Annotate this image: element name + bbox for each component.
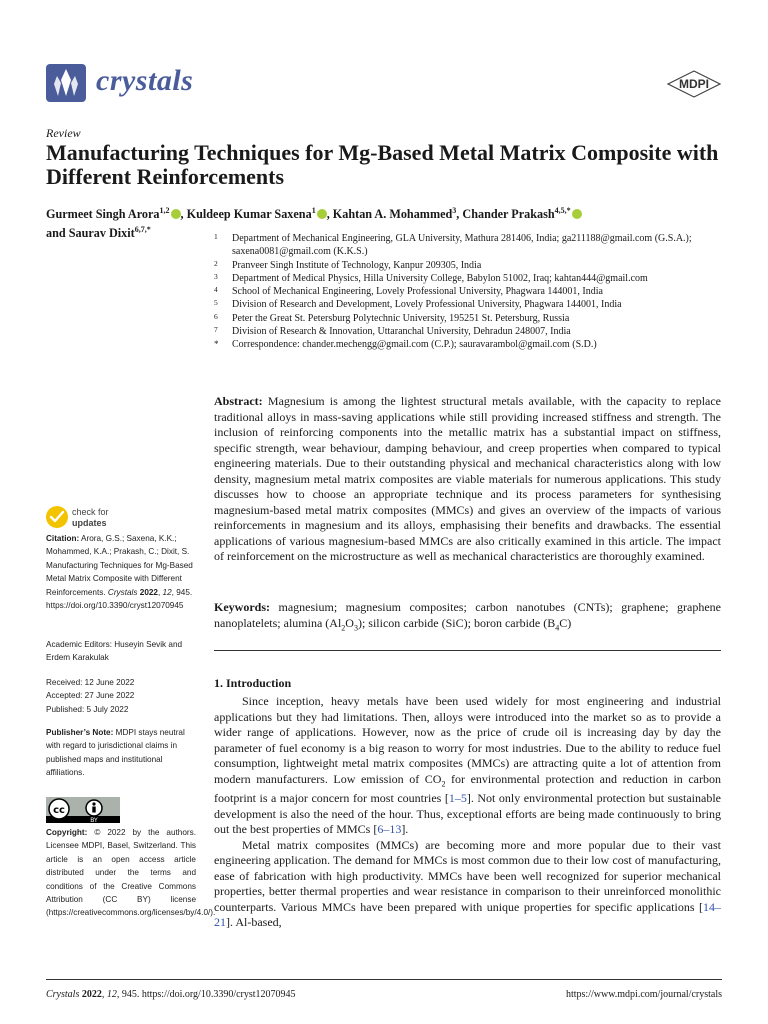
affiliation-number: 1 [214, 232, 218, 241]
orcid-icon[interactable] [572, 209, 582, 219]
citation-block: Citation: Arora, G.S.; Saxena, K.K.; Mohammed, K.A.; Prakash, C.; Dixit, S. Manufacturing Techniques for Mg-Based Metal Matrix Composite with Different Reinforcements. Crystals 2022, 12, 945. https://doi.org/10.3390/cryst12070945 [46, 534, 193, 611]
citation-link[interactable]: 14–21 [214, 899, 721, 930]
footer-volume: 12 [106, 989, 117, 1000]
journal-name: crystals [96, 64, 194, 97]
author-affiliation-marker: 1 [311, 206, 316, 215]
author-separator: and [46, 226, 69, 241]
citation-link[interactable]: 6–13 [377, 822, 402, 837]
keywords-sub: 4 [555, 622, 560, 632]
publishers-note [46, 726, 196, 780]
affiliation-number: * [214, 339, 219, 350]
affiliation-number: 5 [214, 298, 218, 308]
affiliation-text: School of Mechanical Engineering, Lovely Professional University, Phagwara 144001, India [232, 286, 603, 298]
affiliation-item [214, 325, 734, 338]
abstract-text: Magnesium is among the lightest structural metals available, with the capacity to replace traditional alloys in mass-saving applications while still providing increased stiffness and strength. The inclusion of reinforcing components into the metallic matrix has a substantial impact on stiffness, specific strength, wear behaviour, damping behaviour, and creep properties when compared to typical engineering materials. Due to their outstanding physical and mechanical characteristics along with low density, magnesium metal matrix composites are viable materials for numerous applications. This study discusses how to choose an appropriate technique and its process parameters for synthesising magnesium-based metal matrix composites (MMCs) and gives an overview of the impacts of various reinforcements in magnesium and its alloys, emphasising their benefits and drawbacks. The essential applications of various magnesium-based MMCs are also critically examined in this article. The impact of reinforcement on the microstructure as well as mechanical characteristics are thoroughly examined. [214, 394, 722, 563]
citation-year: 2022 [139, 587, 158, 597]
paragraph-text: ]. Not only environmental protection but sustainable development is also the need of the hour. Thus, exceptional efforts are being made continuously to bring out the best properties of MMCs [ [214, 791, 721, 837]
affiliation-item [214, 272, 734, 285]
affiliation-number: 4 [214, 285, 218, 295]
copyright-text: © 2022 by the authors. Licensee MDPI, Basel, Switzerland. This article is an open access article distributed under the terms and conditions of the Creative Commons Attribution (CC BY) license (https://creativecommons.org/licenses/by/4.0/). [46, 828, 216, 918]
affiliation-item [214, 312, 734, 325]
paragraph [214, 838, 721, 931]
affiliation-text: Department of Medical Physics, Hilla University College, Babylon 51002, Iraq; kahtan444@gmail.com [232, 272, 648, 284]
author-name: Gurmeet Singh Arora [46, 207, 160, 222]
affiliation-text: Correspondence: chander.mechengg@gmail.com (C.P.); sauravarambol@gmail.com (S.D.) [232, 339, 597, 351]
author-affiliation-marker: 4,5,* [554, 206, 571, 215]
footer-journal-url[interactable]: https://www.mdpi.com/journal/crystals [565, 989, 722, 1000]
footer-citation: Crystals 2022, 12, 945. https://doi.org/10.3390/cryst12070945 [46, 989, 296, 1000]
cc-by-label: BY [90, 817, 98, 823]
footer-divider [46, 979, 722, 980]
affiliation-item [214, 298, 734, 311]
author-separator: , [456, 207, 463, 222]
affiliation-item [214, 338, 734, 351]
academic-editors: Academic Editors: Huseyin Sevik and Erdem Karakulak [46, 640, 183, 663]
published-date: Published: 5 July 2022 [46, 704, 129, 714]
citation-label: Citation: [46, 534, 80, 543]
affiliation-number: 2 [214, 258, 218, 268]
check-updates-line1: check for [72, 507, 109, 517]
paragraph-sub: 2 [441, 778, 446, 788]
paragraph [214, 694, 721, 838]
footer-journal: Crystals [46, 989, 80, 1000]
article-title: Manufacturing Techniques for Mg-Based Metal Matrix Composite with Different Reinforcements [46, 140, 719, 189]
affiliation-text: Division of Research and Development, Lovely Professional University, Phagwara 144001, India [232, 299, 622, 311]
mdpi-logo-text: MDPI [679, 77, 709, 91]
affiliation-text: Division of Research & Innovation, Uttaranchal University, Dehradun 248007, India [232, 326, 571, 338]
citation-link[interactable]: 1–5 [448, 791, 467, 806]
keywords-text: O [345, 615, 354, 630]
author-name: Kuldeep Kumar Saxena [186, 207, 312, 222]
affiliation-text: Department of Mechanical Engineering, GLA University, Mathura 281406, India; ga211188@gmail.com (G.S.A.); saxena0081@gmail.com (K.K.S.) [232, 233, 692, 258]
paragraph-text: Metal matrix composites (MMCs) are becoming more and more popular due to their vast engineering application. The demand for MMCs is most common due to their low cost of manufacturing, ease of fabrication with high productivity. MMCs have been well recognized for superior mechanical properties, better thermal properties and wear resistance in comparison to their unreinforced monolithic counterparts. Various MMCs have been prepared with unique properties for specific applications [ [214, 837, 721, 914]
citation-volume: 12 [162, 587, 172, 597]
check-for-updates-badge[interactable] [44, 504, 154, 530]
affiliation-item [214, 285, 734, 298]
section-heading-introduction: 1. Introduction [214, 676, 292, 690]
affiliation-number: 3 [214, 271, 218, 281]
keywords-text: C) [559, 615, 572, 630]
author-name: Saurav Dixit [68, 226, 135, 241]
author-affiliation-marker: 3 [452, 206, 457, 215]
cc-icon: cc [53, 805, 65, 816]
keywords-sub: 3 [353, 622, 358, 632]
affiliation-text: Peter the Great St. Petersburg Polytechnic University, 195251 St. Petersburg, Russia [232, 312, 570, 324]
affiliation-item [214, 259, 734, 272]
check-updates-line2: updates [72, 518, 107, 528]
affiliation-number: 6 [214, 311, 218, 321]
received-date: Received: 12 June 2022 [46, 678, 135, 687]
introduction-body [214, 694, 721, 931]
author-affiliation-marker: 6,7,* [134, 225, 151, 235]
abstract [214, 394, 721, 565]
keywords-sub: 2 [341, 622, 346, 632]
cc-by-license-badge[interactable] [46, 797, 120, 823]
affiliations [214, 232, 734, 352]
affiliation-item [214, 232, 734, 259]
copyright-label: Copyright: [46, 828, 88, 837]
article-type: Review [46, 126, 81, 140]
citation-doi[interactable]: , 945. https://doi.org/10.3390/cryst12070945 [46, 587, 193, 611]
section-divider [214, 650, 721, 651]
pubnote-label: Publisher’s Note: [46, 728, 114, 737]
affiliation-text: Pranveer Singh Institute of Technology, Kanpur 209305, India [232, 259, 482, 271]
author-name: Chander Prakash [462, 207, 555, 222]
keywords-text: ); silicon carbide (SiC); boron carbide (B [357, 615, 556, 630]
mdpi-logo [666, 70, 722, 98]
author-name: Kahtan A. Mohammed [332, 207, 453, 222]
orcid-icon[interactable] [317, 209, 327, 219]
footer-doi[interactable]: , 945. https://doi.org/10.3390/cryst12070945 [116, 989, 296, 1000]
paragraph-text: ]. [401, 822, 409, 837]
orcid-icon[interactable] [171, 209, 181, 219]
author-separator: , [326, 207, 333, 222]
citation-text: Arora, G.S.; Saxena, K.K.; Mohammed, K.A.; Prakash, C.; Dixit, S. Manufacturing Techniques for Mg-Based Metal Matrix Composite with Different Reinforcements. [46, 534, 193, 597]
keywords [214, 600, 721, 635]
keywords-label: Keywords: [214, 600, 270, 614]
affiliation-number: 7 [214, 325, 218, 335]
abstract-label: Abstract: [214, 394, 263, 408]
footer-year: 2022 [81, 989, 102, 1000]
citation-journal: Crystals [107, 587, 138, 597]
paragraph-text: ]. Al-based, [226, 915, 282, 930]
paragraph-text: for environmental protection and reduction in carbon footprint is a major concern for most countries [ [214, 771, 721, 806]
paragraph-text: Since inception, heavy metals have been used widely for most engineering and industrial applications but they had limitations. Then, alloys were introduced into the market so as to provide a wider range of applications. However, now as the price of crude oil is increasing day by day the parameter of fuel economy is a big reason to worry for most industries. Due to the ability to reduce fuel consumption, lightweight metal matrix composites (MMCs) are attracting quite a lot of attention from modern manufacturers. Low emission of CO [214, 694, 721, 786]
author-affiliation-marker: 1,2 [159, 206, 170, 215]
author-separator: , [180, 207, 187, 222]
keywords-text: magnesium; magnesium composites; carbon nanotubes (CNTs); graphene; graphene nanoplatelets; alumina (Al [214, 600, 722, 630]
accepted-date: Accepted: 27 June 2022 [46, 691, 135, 701]
copyright-notice [46, 826, 216, 920]
crystals-logo-icon [46, 64, 86, 102]
publication-dates [46, 676, 196, 716]
pubnote-text: MDPI stays neutral with regard to jurisdictional claims in published maps and institutional affiliations. [46, 728, 185, 778]
